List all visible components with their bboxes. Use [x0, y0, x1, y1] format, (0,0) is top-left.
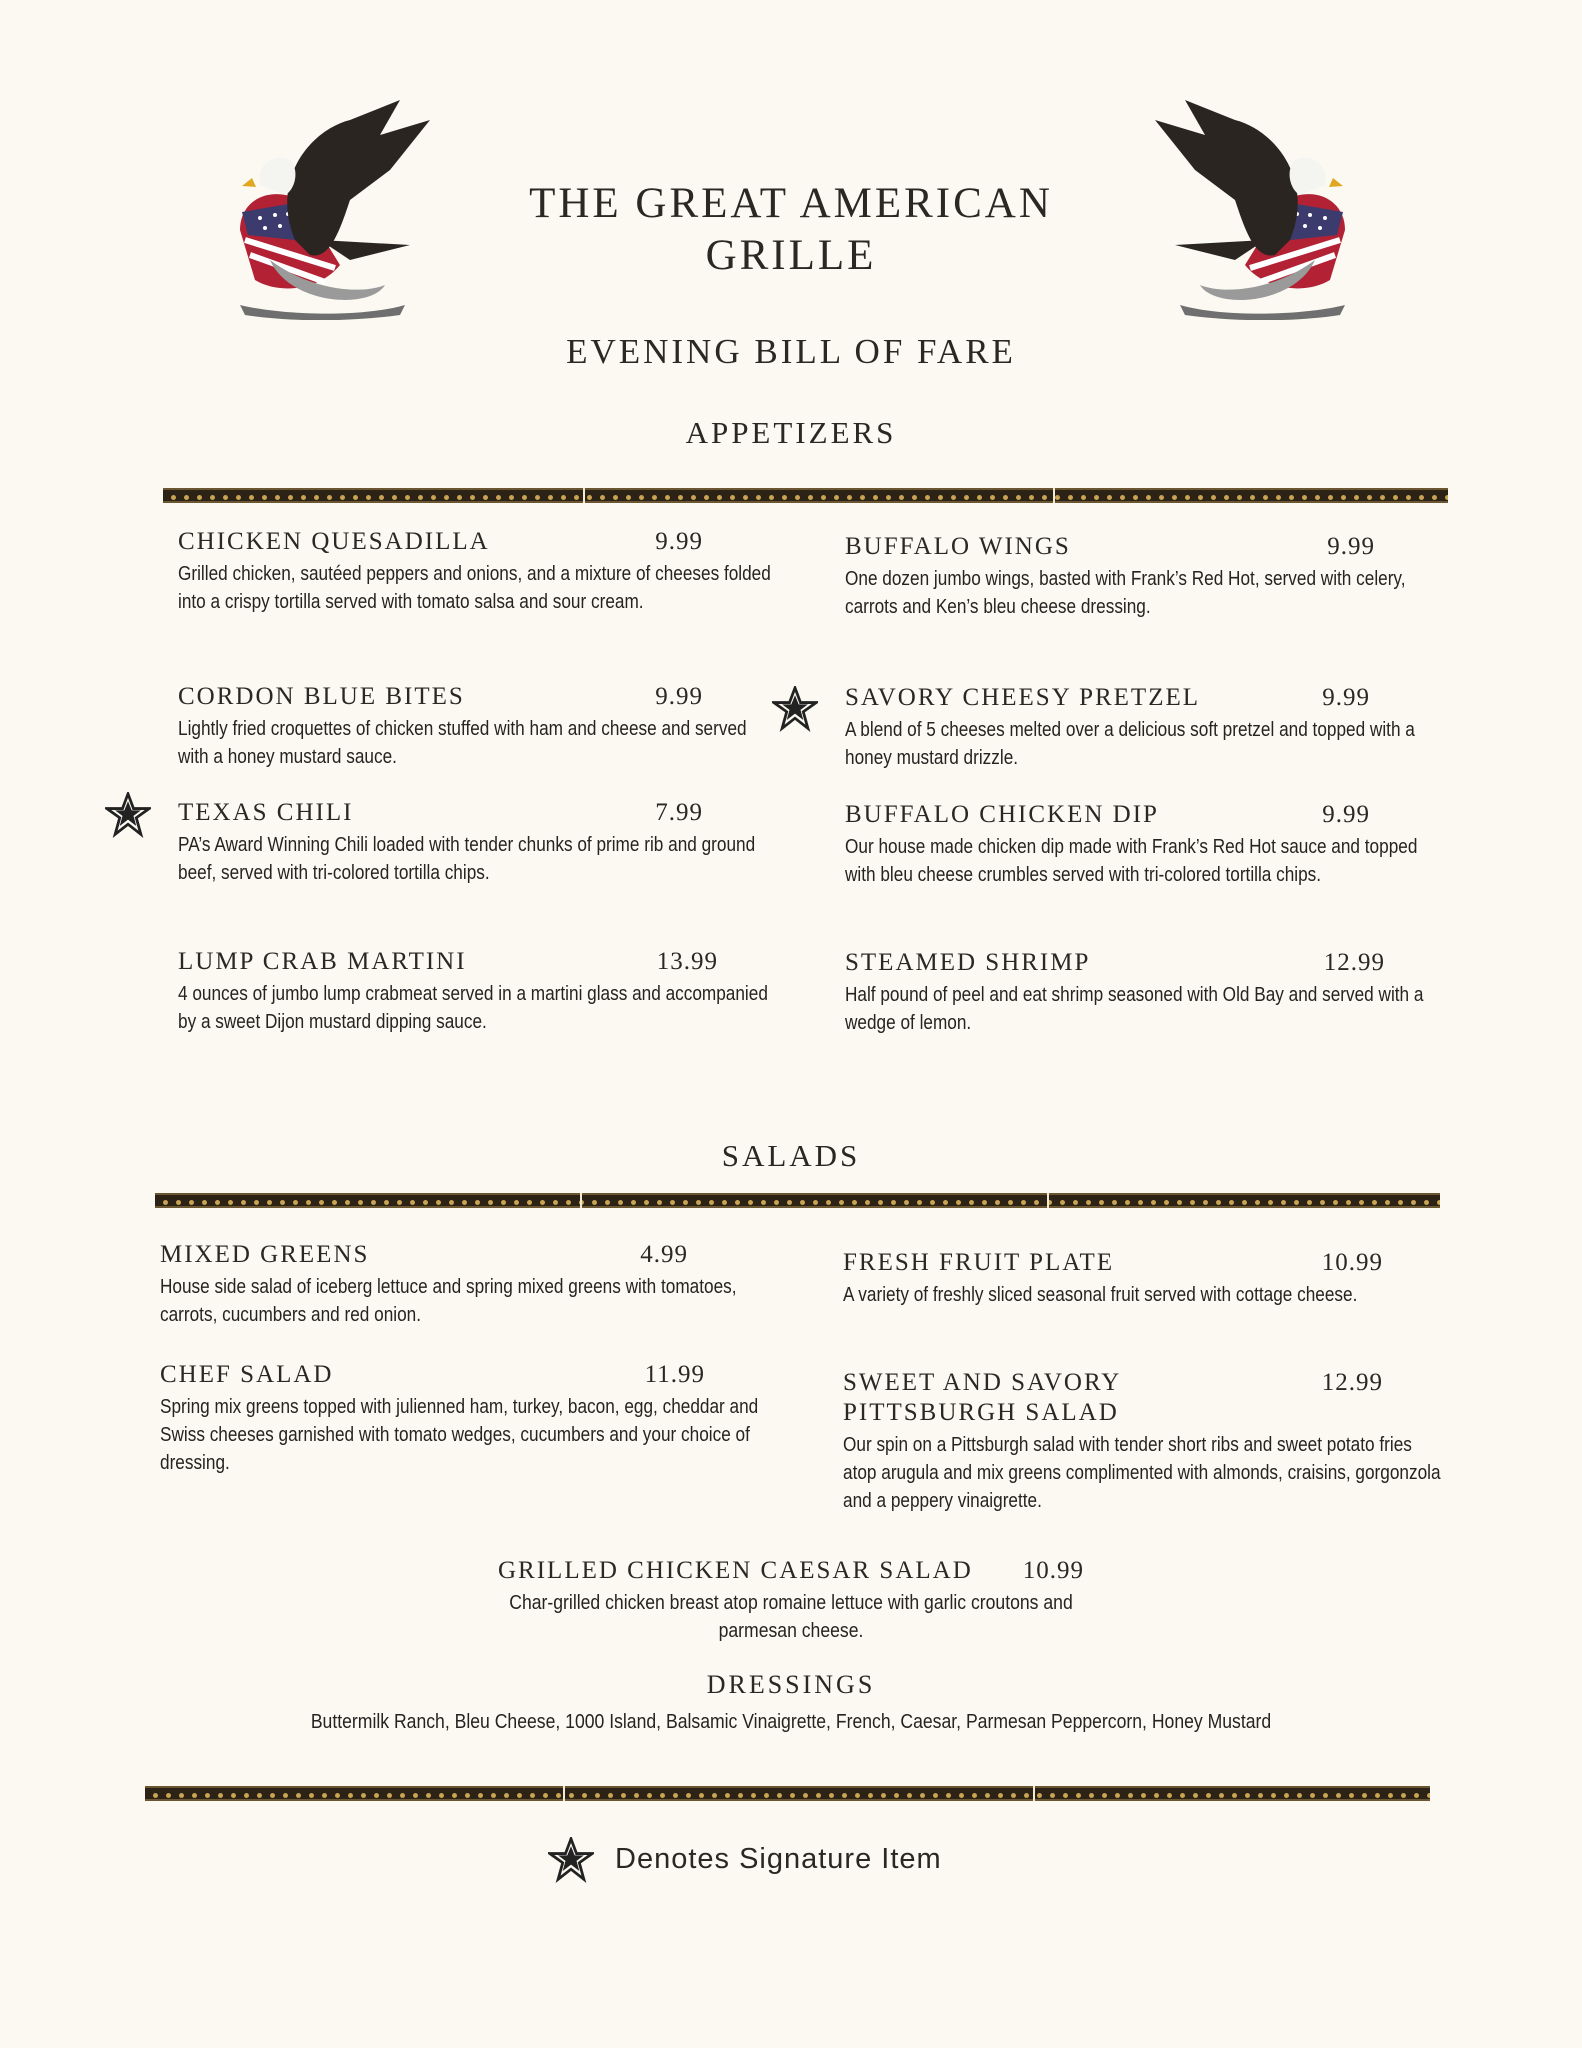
signature-star-icon — [772, 686, 818, 732]
item-price: 9.99 — [1322, 801, 1370, 828]
item-name: TEXAS CHILI — [178, 799, 354, 826]
item-description: A variety of freshly sliced seasonal fruit served with cottage cheese. — [843, 1284, 1358, 1306]
menu-item — [178, 947, 778, 1036]
item-price: 10.99 — [1022, 1557, 1084, 1584]
item-price: 13.99 — [656, 948, 718, 975]
item-description: One dozen jumbo wings, basted with Frank’s Red Hot, served with celery, carrots and Ken’s bleu cheese dressing. — [845, 568, 1406, 618]
item-description: Spring mix greens topped with julienned ham, turkey, bacon, egg, cheddar and Swiss cheeses garnished with tomato wedges, cucumbers and your choice of dressing. — [160, 1396, 759, 1474]
item-name: FRESH FRUIT PLATE — [843, 1249, 1115, 1276]
signature-star-icon — [548, 1837, 594, 1883]
menu-item — [845, 532, 1445, 621]
decorative-star-rule — [155, 1193, 1440, 1208]
menu-item — [178, 798, 778, 887]
menu-item — [845, 683, 1445, 772]
item-name: CORDON BLUE BITES — [178, 683, 465, 710]
item-description: House side salad of iceberg lettuce and spring mixed greens with tomatoes, carrots, cucumbers and red onion. — [160, 1276, 737, 1326]
item-name: BUFFALO CHICKEN DIP — [845, 801, 1159, 828]
item-description-line-1: Char-grilled chicken breast atop romaine lettuce with garlic croutons and — [509, 1592, 1073, 1614]
item-description: A blend of 5 cheeses melted over a delicious soft pretzel and topped with a honey mustard drizzle. — [845, 719, 1415, 769]
menu-item — [178, 682, 778, 771]
item-price: 9.99 — [655, 528, 703, 555]
item-price: 4.99 — [640, 1241, 688, 1268]
item-price: 12.99 — [1321, 1369, 1383, 1396]
item-description: Half pound of peel and eat shrimp seasoned with Old Bay and served with a wedge of lemon. — [845, 984, 1424, 1034]
item-description: Lightly fried croquettes of chicken stuffed with ham and cheese and served with a honey mustard sauce. — [178, 718, 747, 768]
item-name: BUFFALO WINGS — [845, 533, 1071, 560]
item-price: 9.99 — [1322, 684, 1370, 711]
menu-item — [178, 527, 778, 616]
item-description: Our house made chicken dip made with Frank’s Red Hot sauce and topped with bleu cheese crumbles served with tri-colored tortilla chips. — [845, 836, 1418, 886]
menu-item — [845, 800, 1445, 889]
item-description: PA’s Award Winning Chili loaded with tender chunks of prime rib and ground beef, served with tri-colored tortilla chips. — [178, 834, 756, 884]
item-price: 9.99 — [655, 683, 703, 710]
item-name: SWEET AND SAVORY — [843, 1369, 1122, 1396]
menu-item — [160, 1360, 760, 1477]
item-price: 11.99 — [644, 1361, 705, 1388]
signature-star-icon — [105, 792, 151, 838]
appetizers-heading: APPETIZERS — [685, 415, 897, 450]
menu-subtitle: EVENING BILL OF FARE — [566, 332, 1016, 371]
item-name: GRILLED CHICKEN CAESAR SALAD — [498, 1557, 973, 1584]
decorative-star-rule — [145, 1786, 1430, 1801]
decorative-star-rule — [163, 488, 1448, 503]
item-description: Grilled chicken, sautéed peppers and onions, and a mixture of cheeses folded into a crispy tortilla served with tomato salsa and sour cream. — [178, 563, 771, 613]
menu-item — [843, 1248, 1443, 1309]
item-price: 10.99 — [1321, 1249, 1383, 1276]
item-name: MIXED GREENS — [160, 1241, 370, 1268]
item-name: SAVORY CHEESY PRETZEL — [845, 684, 1201, 711]
item-description: 4 ounces of jumbo lump crabmeat served in a martini glass and accompanied by a sweet Dijon mustard dipping sauce. — [178, 983, 768, 1033]
dressings-heading: DRESSINGS — [706, 1670, 876, 1699]
item-price: 7.99 — [655, 799, 703, 826]
item-price: 12.99 — [1323, 949, 1385, 976]
menu-item — [160, 1240, 760, 1329]
title-line-1: THE GREAT AMERICAN — [529, 180, 1053, 227]
menu-item — [845, 948, 1445, 1037]
legend-text: Denotes Signature Item — [615, 1843, 942, 1875]
item-name: LUMP CRAB MARTINI — [178, 948, 467, 975]
item-description-line-2: parmesan cheese. — [718, 1620, 864, 1642]
item-name: CHICKEN QUESADILLA — [178, 528, 490, 555]
dressings-list-wrap — [0, 1708, 1582, 1736]
item-price: 9.99 — [1327, 533, 1375, 560]
restaurant-title — [0, 178, 1582, 282]
dressings-list: Buttermilk Ranch, Bleu Cheese, 1000 Island, Balsamic Vinaigrette, French, Caesar, Parmesan Peppercorn, Honey Mustard — [310, 1711, 1272, 1733]
item-name: STEAMED SHRIMP — [845, 949, 1091, 976]
item-description: Our spin on a Pittsburgh salad with tender short ribs and sweet potato fries atop arugula and mix greens complimented with almonds, craisins, gorgonzola and a peppery vinaigrette. — [843, 1434, 1441, 1512]
item-name-line-2: PITTSBURGH SALAD — [843, 1399, 1119, 1426]
menu-item — [843, 1368, 1443, 1515]
salads-heading: SALADS — [721, 1138, 861, 1173]
item-name: CHEF SALAD — [160, 1361, 334, 1388]
menu-item-featured — [391, 1556, 1191, 1645]
title-line-2: GRILLE — [705, 232, 877, 279]
